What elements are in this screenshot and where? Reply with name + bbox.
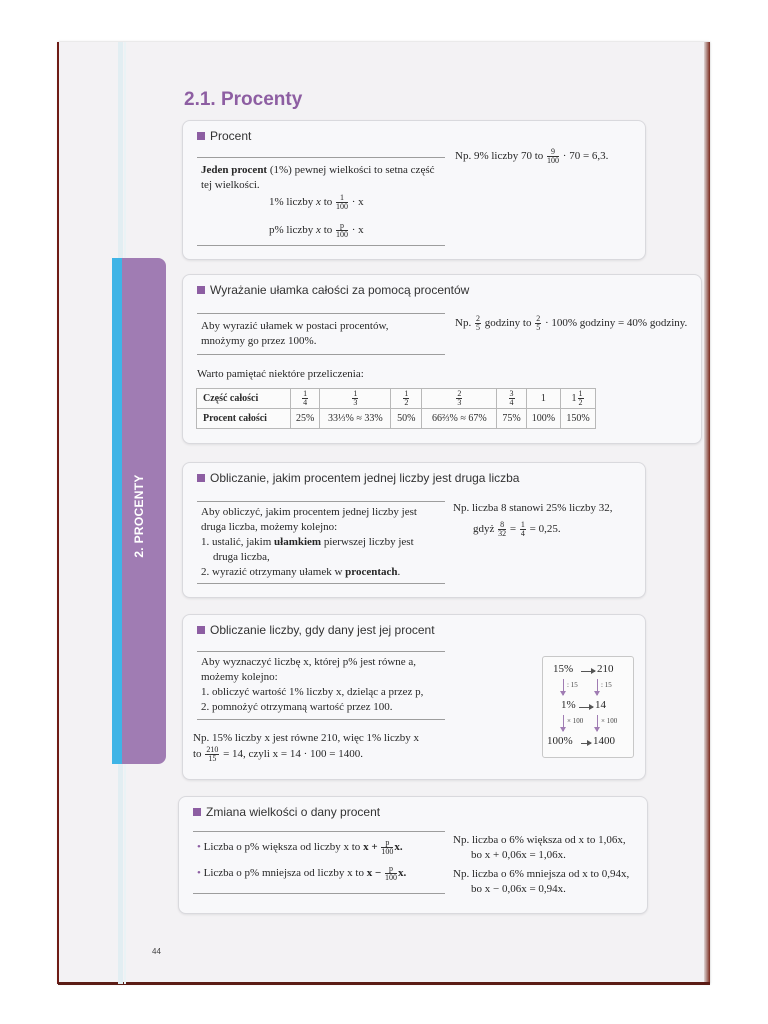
divider (197, 157, 445, 158)
diagram-1-percent: 1% (561, 699, 576, 711)
section-heading: Obliczanie, jakim procentem jednej liczby jest druga liczba (197, 471, 519, 485)
arrow-down-icon (597, 715, 598, 731)
method-text: Aby obliczyć, jakim procentem jednej liczby jest druga liczba, możemy kolejno: 1. ustalić, jakim ułamkiem pierwszej liczby jest druga liczba, 2. wyrazić otrzymany ułamek w procentach. (201, 506, 417, 578)
table-cell: 75% (497, 409, 526, 429)
bullet-icon: • (197, 867, 201, 880)
diagram-op: : 15 (601, 681, 612, 689)
table-row (197, 409, 596, 429)
page-edge-left (57, 42, 59, 984)
table-cell: 33⅓% ≈ 33% (320, 409, 391, 429)
divider (197, 354, 445, 355)
divider (197, 719, 445, 720)
square-bullet-icon (193, 808, 201, 816)
arrow-right-icon (579, 707, 593, 708)
table-cell: 150% (561, 409, 596, 429)
square-bullet-icon (197, 626, 205, 634)
conversion-table (196, 388, 596, 429)
chapter-tab-label: 2. PROCENTY (132, 474, 146, 558)
divider (197, 651, 445, 652)
table-cell: 1 $\frac{1}{2}$ (561, 389, 596, 409)
divider (193, 831, 445, 832)
table-cell: 25% (291, 409, 320, 429)
example-text: Np. 15% liczby x jest równe 210, więc 1% liczby x to $\frac{210}{15}$ = 14, czyli x = 14 · 100 = 1400. (193, 732, 420, 763)
divider (197, 313, 445, 314)
table-cell: $\frac{1}{4}$ (291, 389, 320, 409)
table-cell: 50% (391, 409, 422, 429)
example-text: Np. 9% liczby 70 to $\frac{9}{100}$ · 70 = 6,3. (455, 147, 609, 165)
formula-p-percent: p% liczby x to $\frac{p}{100}$ · x (269, 221, 364, 239)
table-cell: 66⅔% ≈ 67% (422, 409, 497, 429)
row-header: Procent całości (197, 409, 291, 429)
bullet-icon: • (197, 841, 201, 854)
page-title: 2.1. Procenty (184, 89, 303, 110)
table-cell: $\frac{1}{2}$ (391, 389, 422, 409)
proportion-diagram (542, 656, 634, 758)
table-row (197, 389, 596, 409)
row-header: Część całości (197, 389, 291, 409)
arrow-right-icon (581, 671, 595, 672)
method-text: Aby wyznaczyć liczbę x, której p% jest równe a, możemy kolejno: 1. obliczyć wartość 1% liczby x, dzieląc a przez p, 2. pomnożyć otrzymaną wartość przez 100. (201, 656, 424, 713)
diagram-210: 210 (597, 663, 614, 675)
diagram-op: × 100 (601, 717, 618, 725)
rule-item-increase: • Liczba o p% większa od liczby x to x + $\frac{p}{100}$ x. (197, 838, 403, 856)
rule-text: Aby wyrazić ułamek w postaci procentów, mnożymy go przez 100%. (201, 320, 389, 347)
page-edge-right (704, 42, 710, 984)
section-zmiana (178, 796, 648, 914)
divider (197, 245, 445, 246)
table-cell: $\frac{3}{4}$ (497, 389, 526, 409)
definition-text: Jeden procent (1%) pewnej wielkości to setna część tej wielkości. (201, 164, 435, 191)
example-decrease: Np. liczba o 6% mniejsza od x to 0,94x, bo x − 0,06x = 0,94x. (453, 868, 630, 895)
section-heading: Procent (197, 129, 251, 143)
divider (197, 583, 445, 584)
square-bullet-icon (197, 132, 205, 140)
square-bullet-icon (197, 286, 205, 294)
note-text: Warto pamiętać niektóre przeliczenia: (197, 368, 364, 380)
section-ulamek (182, 274, 702, 444)
table-cell: $\frac{2}{3}$ (422, 389, 497, 409)
divider (197, 501, 445, 502)
page-edge-bottom (58, 982, 710, 985)
diagram-1400: 1400 (593, 735, 615, 747)
page-number: 44 (152, 947, 161, 956)
diagram-op: : 15 (567, 681, 578, 689)
section-heading: Obliczanie liczby, gdy dany jest jej procent (197, 623, 435, 637)
diagram-100-percent: 100% (547, 735, 573, 747)
rule-item-decrease: • Liczba o p% mniejsza od liczby x to x − $\frac{p}{100}$ x. (197, 864, 407, 882)
arrow-right-icon (581, 743, 591, 744)
formula-1-percent: 1% liczby x to $\frac{1}{100}$ · x (269, 193, 364, 211)
section-heading: Wyrażanie ułamka całości za pomocą procentów (197, 283, 469, 297)
square-bullet-icon (197, 474, 205, 482)
arrow-down-icon (563, 679, 564, 695)
diagram-op: × 100 (567, 717, 584, 725)
example-text: Np. liczba 8 stanowi 25% liczby 32, (453, 502, 613, 514)
diagram-14: 14 (595, 699, 606, 711)
table-cell: 1 (526, 389, 560, 409)
arrow-down-icon (597, 679, 598, 695)
arrow-down-icon (563, 715, 564, 731)
example-increase: Np. liczba o 6% większa od x to 1,06x, bo x + 0,06x = 1,06x. (453, 834, 626, 861)
section-heading: Zmiana wielkości o dany procent (193, 805, 380, 819)
table-cell: $\frac{1}{3}$ (320, 389, 391, 409)
chapter-tab-accent (112, 258, 122, 764)
table-cell: 100% (526, 409, 560, 429)
section-jakim-procentem (182, 462, 646, 598)
divider (193, 893, 445, 894)
diagram-15-percent: 15% (553, 663, 574, 675)
section-procent (182, 120, 646, 260)
example-text: Np. $\frac{2}{5}$ godziny to $\frac{2}{5}$ · 100% godziny = 40% godziny. (455, 314, 688, 332)
example-formula: gdyż $\frac{8}{32}$ = $\frac{1}{4}$ = 0,25. (473, 520, 561, 538)
